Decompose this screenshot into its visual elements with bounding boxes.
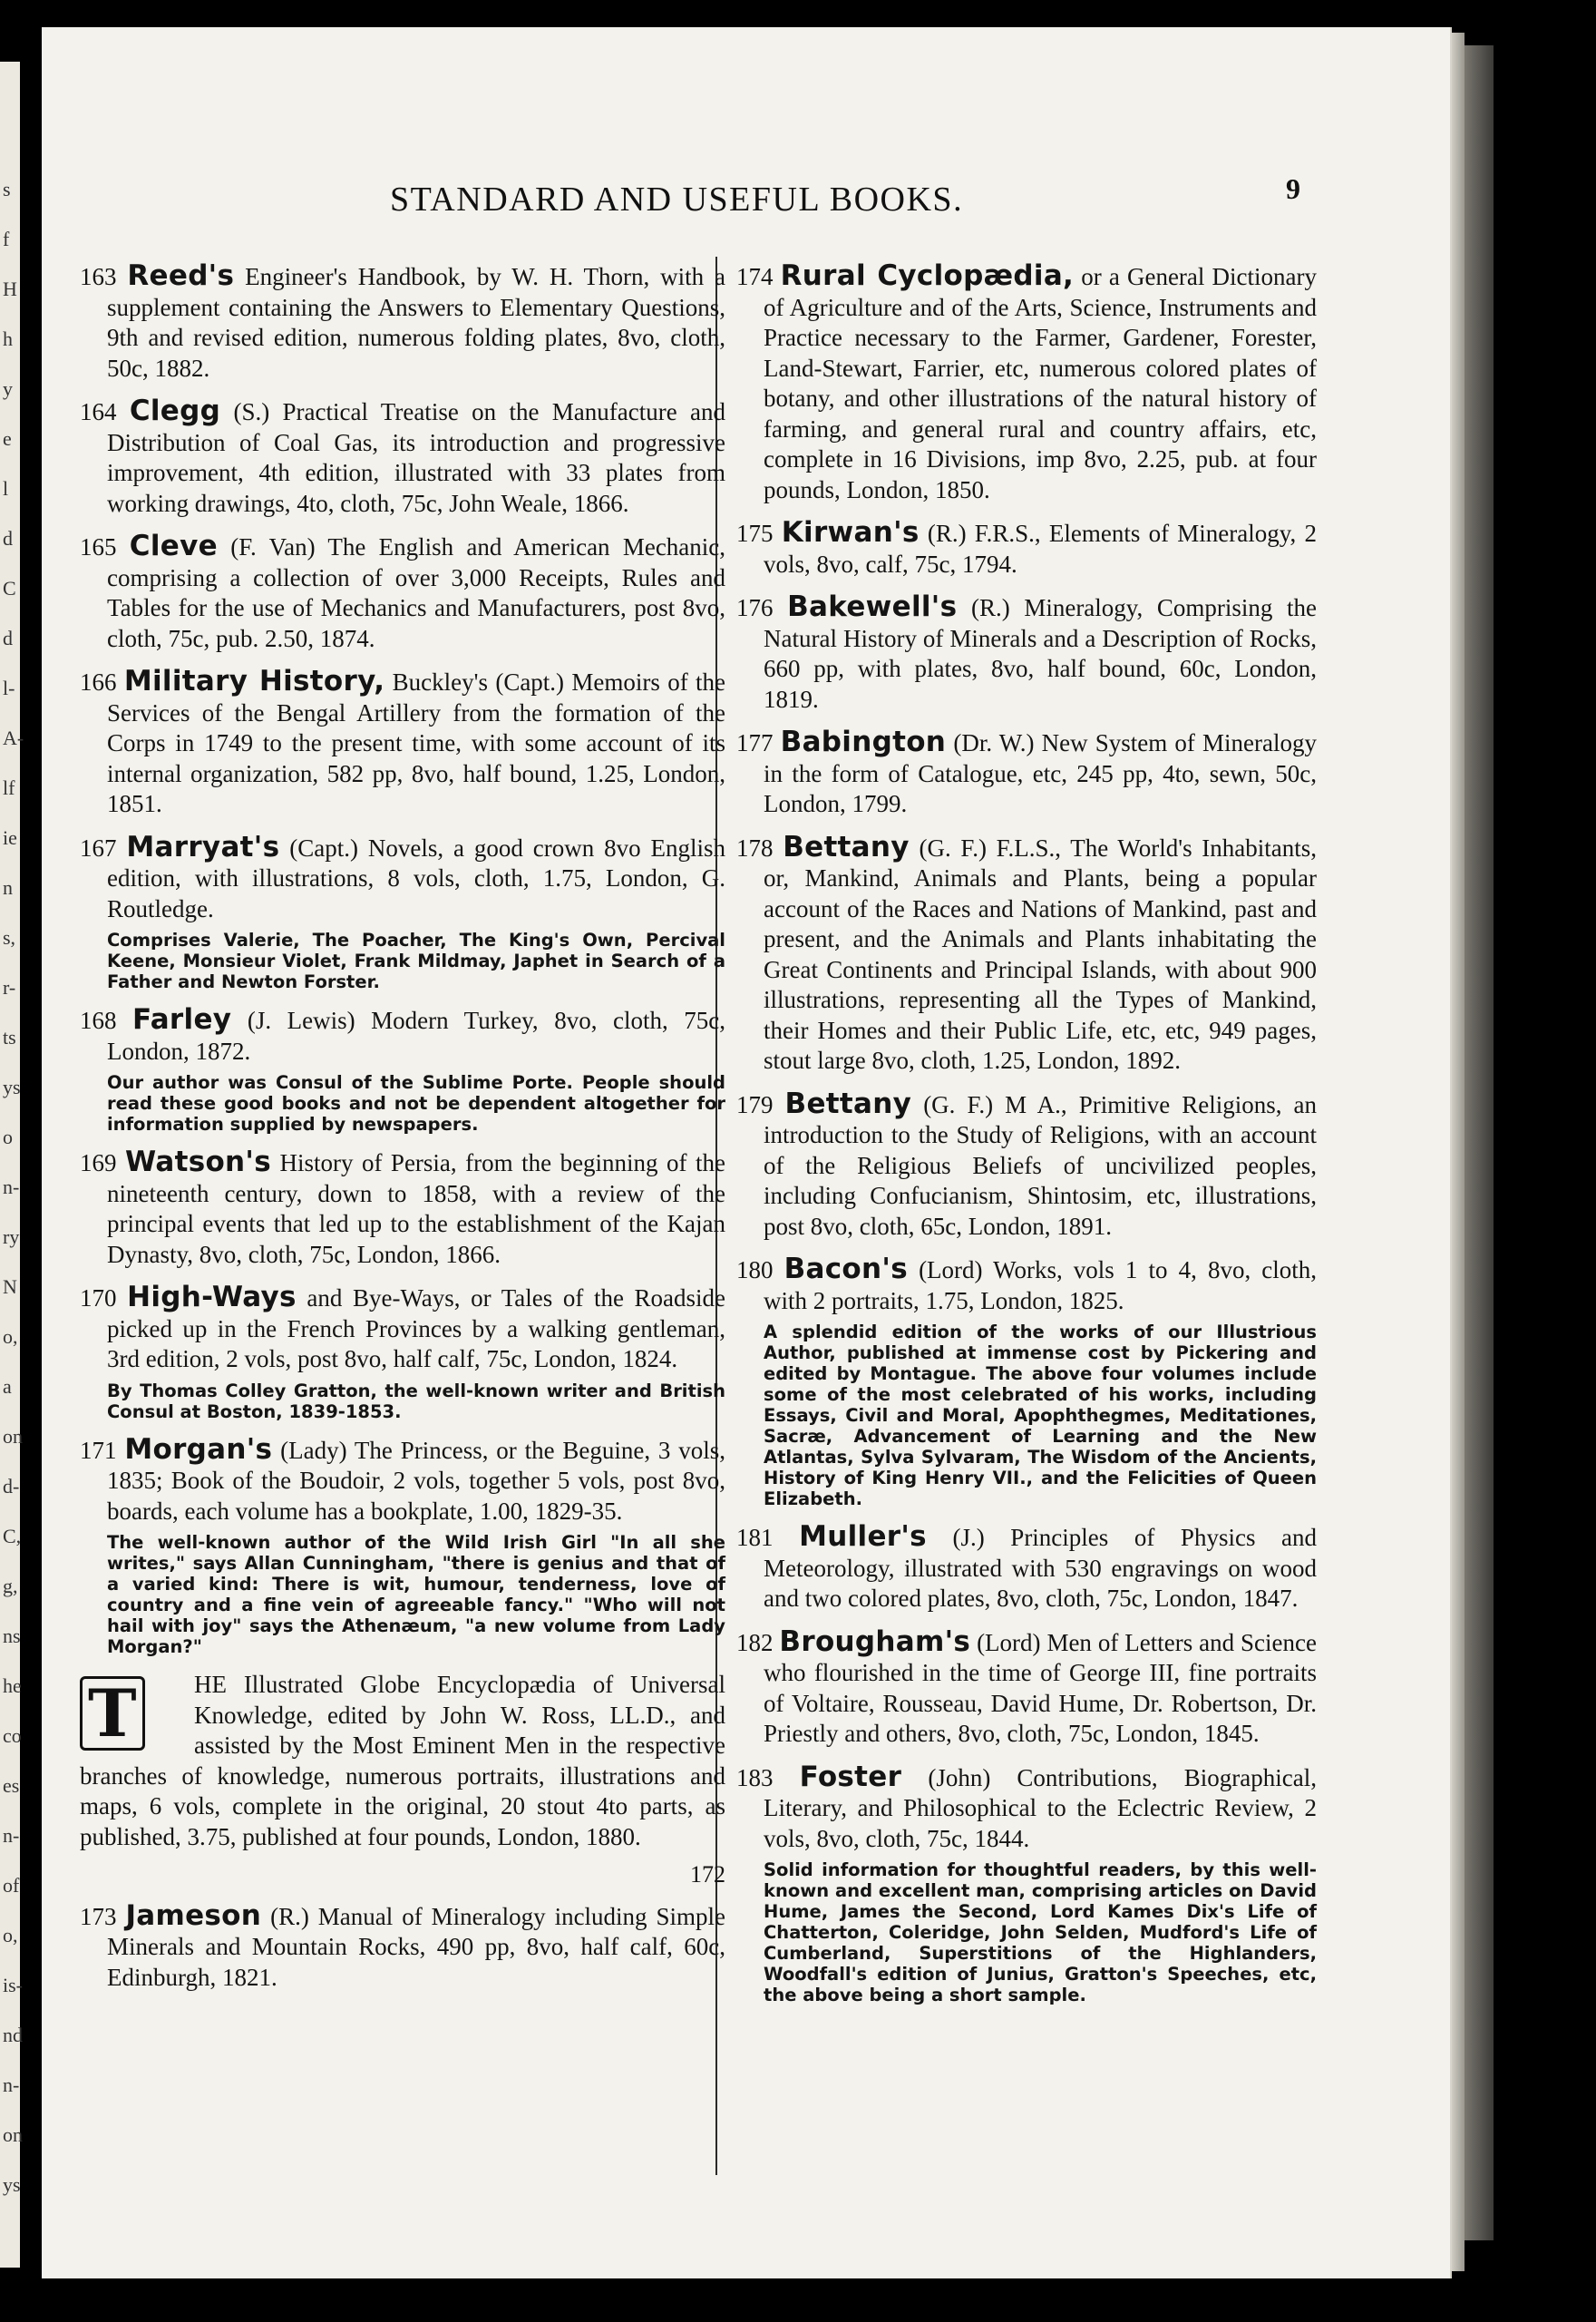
previous-page-fragment: co — [3, 1724, 22, 1747]
previous-page-fragment: l- — [3, 677, 15, 699]
previous-page-fragment: C, — [3, 1525, 22, 1547]
previous-page-fragment: d — [3, 627, 13, 649]
previous-page-fragment: n- — [3, 2073, 20, 2096]
previous-page-fragment: nd — [3, 2024, 23, 2046]
entry-number: 173 — [80, 1902, 117, 1930]
entry-note: The well-known author of the Wild Irish Girl "In all she writes," says Allan Cunningham, "there is genius and that of a varied kind: There is wit, humour, tenderness, love of country and a fine vein of agreeable fancy." "Who will not hail with joy" says the Athenæum, "a new volume from Lady Morgan?" — [107, 1532, 725, 1657]
entry-heading: Farley — [132, 1003, 232, 1036]
entry-heading: Foster — [799, 1760, 902, 1793]
entry-number: 171 — [80, 1436, 117, 1464]
previous-page-fragment: o, — [3, 1924, 18, 1946]
previous-page-fragment: y — [3, 377, 13, 400]
entry-number: 170 — [80, 1284, 117, 1312]
encyclopaedia-entry — [80, 1670, 725, 1852]
entry-number: 172 — [690, 1861, 725, 1888]
entry-description: (G. F.) M A., Primitive Religions, an introduction to the Study of Religions, with an account of the Religious Beliefs of uncivilized peoples, including Confucianism, Shintosim, etc, illustrations, post 8vo, cloth, 65c, London, 1891. — [764, 1090, 1318, 1240]
entry-heading: Kirwan's — [781, 516, 920, 549]
entry-heading: Bakewell's — [787, 590, 958, 623]
entry-description: (J. Lewis) Modern Turkey, 8vo, cloth, 75c, London, 1872. — [107, 1007, 726, 1065]
entry-number: 174 — [736, 263, 774, 290]
entry-note: A splendid edition of the works of our Illustrious Author, published at immense cost by Pickering and edited by Montague. The above four volumes include some of the most celebrated of his works, including Essays, Civil and Moral, Apophthegmes, Meditationes, Sacræ, Advancement of Learning and the New Atlantas, Sylva Sylvaram, The Wisdom of the Ancients, History of King Henry VII., and the Felicities of Queen Elizabeth. — [764, 1322, 1317, 1509]
decorative-initial — [80, 1673, 187, 1753]
entry-heading: Rural Cyclopædia, — [780, 259, 1075, 292]
entry-heading: Babington — [780, 726, 947, 758]
previous-page-fragment: a — [3, 1375, 12, 1398]
entry-description: (F. Van) The English and American Mechanic, comprising a collection of over 3,000 Receipts, Rules and Tables for the use of Mechanics and Manufacturers, post 8vo, cloth, 75c, pub. 2.50, 1874. — [107, 533, 726, 652]
previous-page-fragment: is- — [3, 1974, 23, 1996]
entry-number: 175 — [736, 520, 774, 547]
previous-page-fragment: of — [3, 1874, 20, 1897]
catalogue-entry — [80, 396, 725, 519]
entry-number: 179 — [736, 1090, 774, 1118]
entry-number: 176 — [736, 594, 774, 621]
previous-page-fragment: s — [3, 178, 11, 200]
entry-description: Buckley's (Capt.) Memoirs of the Services of the Bengal Artillery from the formation of the Corps in 1749 to the present time, with some account of its internal organization, 582 pp, 8vo, half bound, 1.25, London, 1851. — [107, 668, 726, 817]
entry-number: 169 — [80, 1149, 117, 1176]
entry-heading: Muller's — [799, 1520, 927, 1553]
entry-heading: Morgan's — [124, 1432, 273, 1466]
catalogue-entry — [736, 727, 1317, 820]
previous-page-fragment: o, — [3, 1325, 18, 1348]
catalogue-entry — [736, 518, 1317, 580]
entry-heading: Brougham's — [779, 1624, 971, 1658]
entry-description: (John) Contributions, Biographical, Literary, and Philosophical to the Eclectric Review, 2 vols, 8vo, cloth, 75c, 1844. — [764, 1763, 1317, 1852]
page-edge — [1452, 33, 1465, 2271]
previous-page-fragment: h — [3, 327, 13, 350]
catalogue-entry — [736, 261, 1317, 505]
entry-heading: Clegg — [129, 395, 221, 427]
previous-page-fragment: ie — [3, 826, 17, 849]
previous-page-fragment: s, — [3, 926, 16, 949]
entry-heading: Watson's — [124, 1146, 271, 1178]
entry-number: 168 — [80, 1007, 117, 1034]
catalogue-entry — [80, 667, 725, 820]
entry-note: Our author was Consul of the Sublime Porte. People should read these good books and not be dependent altogether for information supplied by newspapers. — [107, 1072, 725, 1135]
entry-heading: Military History, — [123, 665, 385, 698]
entry-description: (Dr. W.) New System of Mineralogy in the form of Catalogue, etc, 245 pp, 4to, sewn, 50c, London, 1799. — [764, 729, 1318, 817]
entry-number: 181 — [736, 1524, 774, 1551]
entry-heading: Bettany — [784, 1087, 912, 1120]
previous-page-fragment: lf — [3, 776, 15, 799]
previous-page-fragment: on — [3, 2123, 23, 2146]
previous-page-fragment: ts — [3, 1026, 16, 1049]
entry-description: (G. F.) F.L.S., The World's Inhabitants, or, Mankind, Animals and Plants, being a popular account of the Races and Nations of Mankind, past and present, and the Animals and Plants inhabitating the Great Continents and Principal Islands, with about 900 illustrations, representing all the Types of Mankind, their Homes and their Public Life, etc, etc, 949 pages, stout large 8vo, cloth, 1.25, London, 1892. — [764, 834, 1318, 1074]
entry-description: (Capt.) Novels, a good crown 8vo English edition, with illustrations, 8 vols, cloth, 1.75, London, G. Routledge. — [107, 834, 725, 922]
previous-page-fragment: f — [3, 228, 10, 250]
entry-description: (Lord) Men of Letters and Science who flourished in the time of George III, fine portraits of Voltaire, Rousseau, David Hume, Dr. Robertson, Dr. Priestly and others, 8vo, cloth, 75c, London, 1845. — [764, 1628, 1317, 1747]
previous-page-fragment: H — [3, 278, 17, 300]
previous-page-fragment: d- — [3, 1475, 20, 1498]
entry-number: 182 — [736, 1628, 774, 1656]
entry-description: (Lady) The Princess, or the Beguine, 3 vols, 1835; Book of the Boudoir, 2 vols, together 5 vols, post 8vo, boards, each volume has a bookplate, 1.00, 1829-35. — [107, 1436, 726, 1525]
previous-page-fragment: n- — [3, 1176, 20, 1198]
entry-number: 180 — [736, 1256, 774, 1283]
previous-page-fragment: o — [3, 1126, 13, 1148]
entry-note: By Thomas Colley Gratton, the well-known writer and British Consul at Boston, 1839-1853. — [107, 1380, 725, 1422]
catalogue-entry — [736, 1254, 1317, 1316]
entry-heading: Jameson — [125, 1898, 262, 1932]
entry-description: or a General Dictionary of Agriculture and of the Arts, Science, Instruments and Practice necessary to the Farmer, Gardener, Forester, Land-Stewart, Farrier, etc, numerous colored plates of botany, and other illustrations of the natural history of farming, and general rural and country affairs, etc, complete in 16 Divisions, imp 8vo, 2.25, pub. at four pounds, London, 1850. — [764, 263, 1317, 503]
decorative-initial-letter: T — [80, 1676, 145, 1751]
entry-number: 177 — [736, 729, 774, 756]
previous-page-edge — [0, 62, 24, 2268]
entry-description: (R.) F.R.S., Elements of Mineralogy, 2 vols, 8vo, calf, 75c, 1794. — [764, 520, 1317, 578]
entry-note: Comprises Valerie, The Poacher, The King's Own, Percival Keene, Monsieur Violet, Frank Mildmay, Japhet in Search of a Father and Newton Forster. — [107, 930, 725, 992]
previous-page-fragment: l — [3, 477, 9, 500]
catalogue-entry — [736, 1089, 1317, 1243]
previous-page-fragment: C — [3, 577, 16, 600]
previous-page-fragment: A- — [3, 727, 24, 749]
previous-page-fragment: n — [3, 876, 13, 899]
entry-heading: High-Ways — [127, 1281, 297, 1313]
previous-page-fragment: he — [3, 1674, 22, 1697]
entry-number: 178 — [736, 834, 774, 862]
entry-description: (R.) Mineralogy, Comprising the Natural History of Minerals and a Description of Rocks, 660 pp, with plates, 8vo, half bound, 60c, London, 1819. — [764, 594, 1318, 713]
previous-page-fragment: g, — [3, 1575, 18, 1597]
catalogue-entry — [736, 830, 1318, 1077]
previous-page-fragment: on — [3, 1425, 23, 1448]
catalogue-entry — [80, 1432, 726, 1527]
entry-note: Solid information for thoughtful readers, by this well-known and excellent man, comprising articles on David Hume, James the Second, Lord Kames Dix's Life of Chatterton, Coleridge, John Selden, Mudford's Life of Cumberland, Superstitions of the Highlanders, Woodfall's edition of Junius, Gratton's Speeches, etc, the above being a short sample. — [764, 1859, 1317, 2005]
previous-page-fragment: N — [3, 1275, 17, 1298]
entry-heading: Bettany — [783, 830, 910, 863]
entry-description: (R.) Manual of Mineralogy including Simple Minerals and Mountain Rocks, 490 pp, 8vo, half calf, 60c, Edinburgh, 1821. — [107, 1902, 726, 1991]
left-column — [80, 261, 725, 2005]
entry-description: and Bye-Ways, or Tales of the Roadside picked up in the French Provinces by a walking gentleman, 3rd edition, 2 vols, post 8vo, half calf, 75c, London, 1824. — [107, 1284, 726, 1372]
page-number: 9 — [1286, 172, 1300, 205]
catalogue-entry — [736, 1762, 1317, 1855]
catalogue-entry — [80, 532, 725, 654]
entry-number: 163 — [80, 263, 117, 290]
catalogue-entry — [80, 1283, 725, 1375]
entry-description: (S.) Practical Treatise on the Manufacture and Distribution of Coal Gas, its introduction and progressive improvement, 4th edition, illustrated with 33 plates from working drawings, 4to, cloth, 75c, John Weale, 1866. — [107, 398, 725, 517]
running-head: STANDARD AND USEFUL BOOKS. — [390, 180, 964, 219]
previous-page-fragment: r- — [3, 976, 16, 999]
catalogue-entry — [736, 1522, 1317, 1615]
entry-heading: Cleve — [129, 530, 218, 562]
binding-shadow — [1465, 45, 1494, 2240]
entry-description: History of Persia, from the beginning of the nineteenth century, down to 1858, with a review of the principal events that led up to the establishment of the Kajan Dynasty, 8vo, cloth, 75c, London, 1866. — [107, 1149, 725, 1268]
previous-page-fragment: e — [3, 427, 12, 450]
entry-heading: Marryat's — [126, 830, 280, 863]
entry-heading: Reed's — [127, 259, 235, 292]
previous-page-fragment: es — [3, 1774, 20, 1797]
catalogue-entry — [736, 592, 1317, 715]
right-column — [736, 261, 1317, 2018]
catalogue-entry — [736, 1624, 1317, 1750]
catalogue-entry — [80, 1898, 726, 1994]
entry-number: 167 — [80, 834, 117, 862]
previous-page-fragment: ys — [3, 2173, 21, 2196]
entry-number: 164 — [80, 398, 117, 425]
entry-number: 183 — [736, 1763, 774, 1791]
catalogue-entry — [80, 1147, 725, 1270]
entry-description: Engineer's Handbook, by W. H. Thorn, with a supplement containing the Answers to Elementary Questions, 9th and revised edition, numerous folding plates, 8vo, cloth, 50c, 1882. — [107, 263, 726, 382]
previous-page-fragment: n- — [3, 1824, 20, 1847]
previous-page-fragment: d — [3, 527, 13, 550]
encyclopaedia-description: HE Illustrated Globe Encyclopædia of Universal Knowledge, edited by John W. Ross, LL.D., and assisted by the Most Eminent Men in the respective branches of knowledge, numerous portraits, illustrations and maps, 6 vols, complete in the original, 20 stout 4to parts, as published, 3.75, published at four pounds, London, 1880. — [80, 1671, 725, 1850]
entry-description: (J.) Principles of Physics and Meteorology, illustrated with 530 engravings on wood and two colored plates, 8vo, cloth, 75c, London, 1847. — [764, 1524, 1318, 1612]
previous-page-fragment: ry — [3, 1225, 20, 1248]
catalogue-entry — [80, 830, 725, 925]
entry-heading: Bacon's — [783, 1253, 908, 1285]
entry-number: 165 — [80, 533, 117, 561]
entry-number: 166 — [80, 668, 117, 696]
catalogue-entry — [80, 1005, 725, 1067]
previous-page-fragment: ys — [3, 1076, 21, 1098]
catalogue-entry — [80, 261, 725, 384]
entry-description: (Lord) Works, vols 1 to 4, 8vo, cloth, with 2 portraits, 1.75, London, 1825. — [764, 1256, 1318, 1314]
previous-page-fragment: ns — [3, 1624, 21, 1647]
